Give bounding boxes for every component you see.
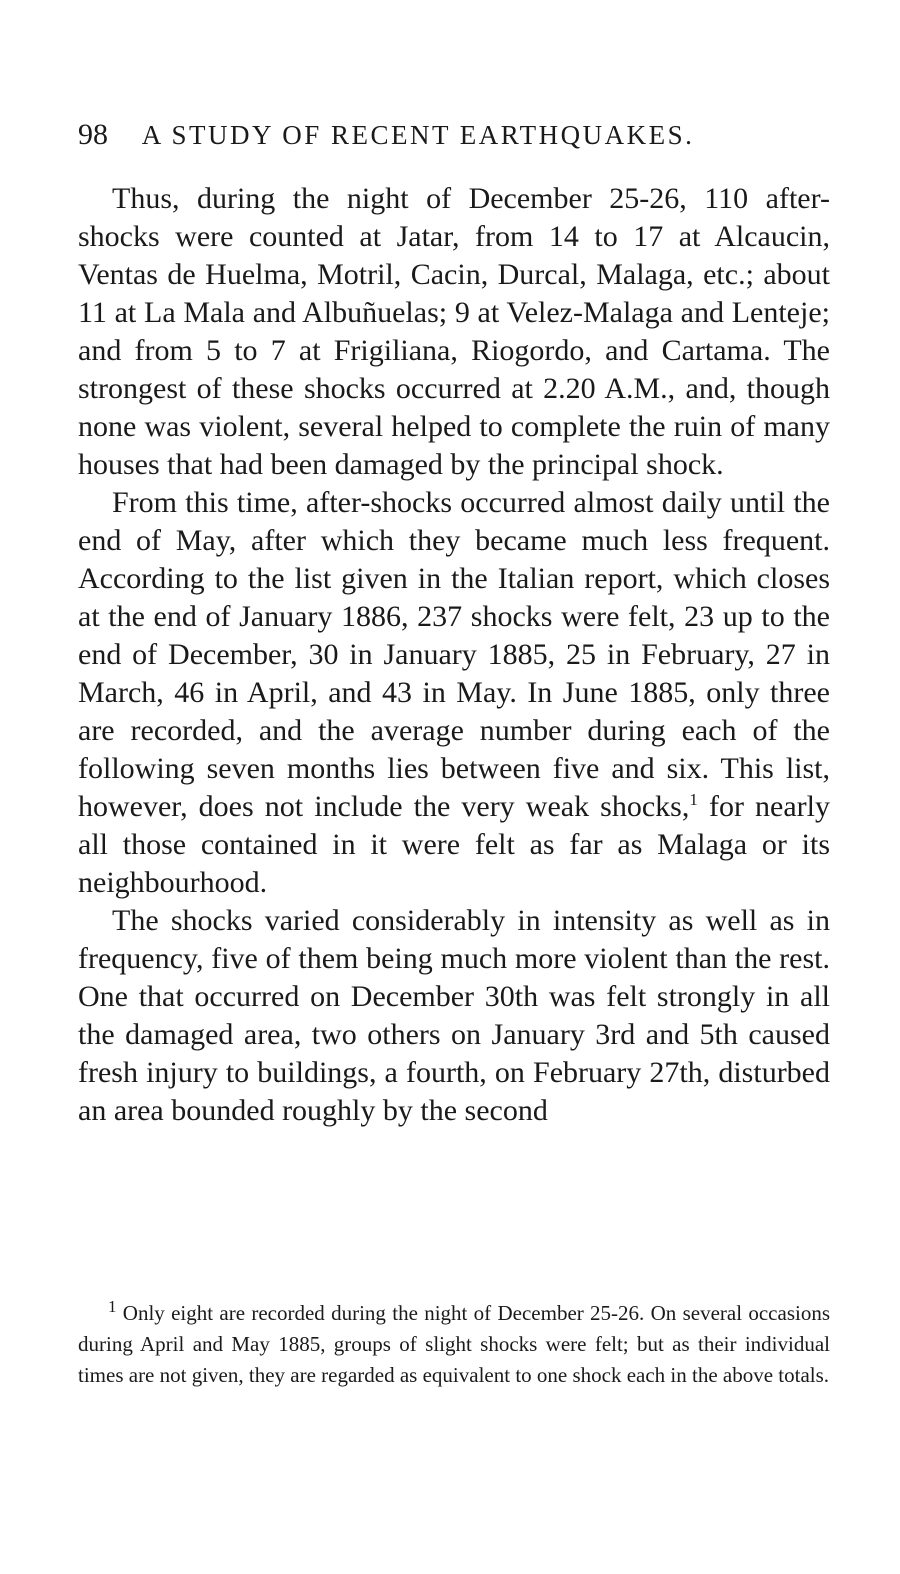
footnote-mark: 1: [108, 1297, 117, 1316]
body-text: [78, 180, 830, 1130]
footnote-text: Only eight are recorded during the night of December 25-26. On several occasions during April and May 1885, groups of slight shocks were felt; but as their individual times are not given, they are regarded as equivalent to one shock each in the above totals.: [78, 1301, 830, 1387]
paragraph-2-text-b: for nearly all those contained in it were felt as far as Malaga or its neighbourhood.: [78, 790, 831, 899]
footnote: [78, 1298, 830, 1391]
page-header: [78, 118, 838, 152]
paragraph-2: [78, 484, 830, 902]
page-number: 98: [78, 118, 108, 151]
running-title: A STUDY OF RECENT EARTHQUAKES.: [141, 120, 695, 150]
paragraph-1: Thus, during the night of December 25-26, 110 after-shocks were counted at Jatar, from 14 to 17 at Alcaucin, Ventas de Huelma, Motril, Cacin, Durcal, Malaga, etc.; about 11 at La Mala and Albuñuelas; 9 at Velez-Malaga and Lenteje; and from 5 to 7 at Frigiliana, Riogordo, and Cartama. The strongest of these shocks occurred at 2.20 A.M., and, though none was violent, several helped to complete the ruin of many houses that had been damaged by the principal shock.: [78, 182, 830, 481]
paragraph-3: The shocks varied considerably in intensity as well as in frequency, five of them being much more violent than the rest. One that occurred on December 30th was felt strongly in all the damaged area, two others on January 3rd and 5th caused fresh injury to buildings, a fourth, on February 27th, disturbed an area bounded roughly by the second: [78, 904, 830, 1127]
paragraph-2-text-a: From this time, after-shocks occurred almost daily until the end of May, after which they became much less frequent. According to the list given in the Italian report, which closes at the end of January 1886, 237 shocks were felt, 23 up to the end of December, 30 in January 1885, 25 in February, 27 in March, 46 in April, and 43 in May. In June 1885, only three are recorded, and the average number during each of the following seven months lies between five and six. This list, however, does not include the very weak shocks,: [78, 486, 830, 823]
footnote-reference: 1: [689, 790, 698, 809]
